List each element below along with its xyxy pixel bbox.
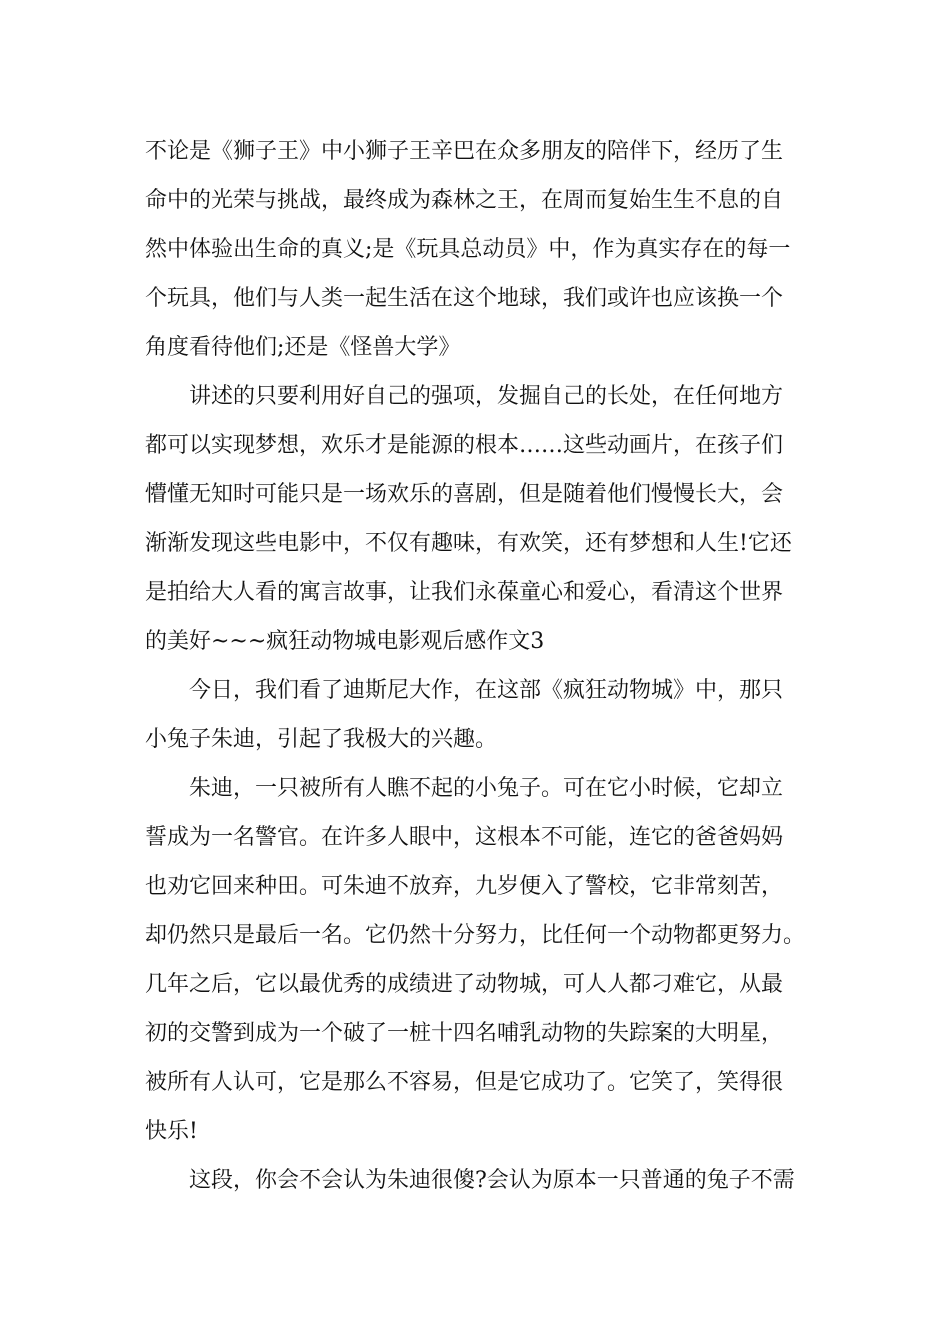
text-line: 的美好~~~疯狂动物城电影观后感作文3 [145,629,545,654]
text-line: 然中体验出生命的真义;是《玩具总动员》中，作为真实存在的每一 [145,237,791,262]
text-line: 不论是《狮子王》中小狮子王辛巴在众多朋友的陪伴下，经历了生 [145,139,784,164]
text-line: 今日，我们看了迪斯尼大作，在这部《疯狂动物城》中，那只 [189,678,784,703]
text-line: 几年之后，它以最优秀的成绩进了动物城，可人人都刁难它，从最 [145,972,784,997]
text-line: 初的交警到成为一个破了一桩十四名哺乳动物的失踪案的大明星， [145,1021,784,1046]
document-body [145,132,817,1210]
text-line: 快乐! [145,1119,198,1144]
text-line: 个玩具，他们与人类一起生活在这个地球，我们或许也应该换一个 [145,286,784,311]
text-line: 角度看待他们;还是《怪兽大学》 [145,335,461,360]
text-line: 这段，你会不会认为朱迪很傻?会认为原本一只普通的兔子不需 [189,1168,795,1193]
paragraph-3 [145,671,817,769]
text-line: 讲述的只要利用好自己的强项，发掘自己的长处，在任何地方 [189,384,784,409]
text-line: 渐渐发现这些电影中，不仅有趣味，有欢笑，还有梦想和人生!它还 [145,531,792,556]
paragraph-4 [145,769,817,1161]
paragraph-5 [145,1161,817,1210]
text-line: 是拍给大人看的寓言故事，让我们永葆童心和爱心，看清这个世界 [145,580,784,605]
text-line: 也劝它回来种田。可朱迪不放弃，九岁便入了警校，它非常刻苦， [145,874,784,899]
text-line: 命中的光荣与挑战，最终成为森林之王，在周而复始生生不息的自 [145,188,784,213]
text-line: 都可以实现梦想，欢乐才是能源的根本……这些动画片，在孩子们 [145,433,784,458]
text-line: 懵懂无知时可能只是一场欢乐的喜剧，但是随着他们慢慢长大，会 [145,482,784,507]
text-line: 小兔子朱迪，引起了我极大的兴趣。 [145,727,498,752]
paragraph-2 [145,377,817,671]
text-line: 朱迪，一只被所有人瞧不起的小兔子。可在它小时候，它却立 [189,776,784,801]
paragraph-1 [145,132,817,377]
text-line: 誓成为一名警官。在许多人眼中，这根本不可能，连它的爸爸妈妈 [145,825,784,850]
text-line: 被所有人认可，它是那么不容易，但是它成功了。它笑了，笑得很 [145,1070,784,1095]
text-line: 却仍然只是最后一名。它仍然十分努力，比任何一个动物都更努力。 [145,923,806,948]
